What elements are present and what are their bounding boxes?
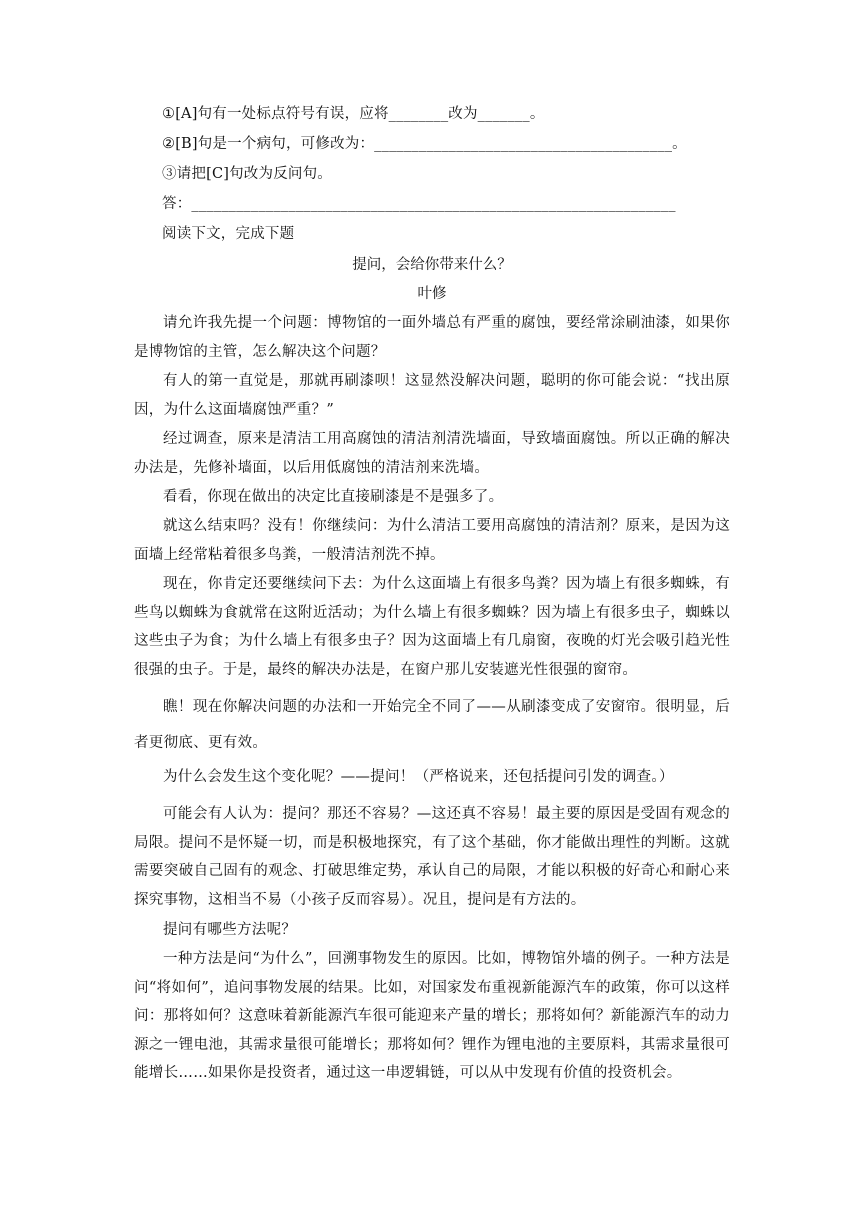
answer-line: 答：_________________________________________________________________ bbox=[162, 196, 676, 212]
article-paragraph: 有人的第一直觉是，那就再刷漆呗！这显然没解决问题，聪明的你可能会说：“找出原因，为什么这面墙腐蚀严重？” bbox=[134, 373, 730, 418]
article-paragraph: 提问有哪些方法呢？ bbox=[163, 922, 297, 938]
article-paragraph: 就这么结束吗？没有！你继续问：为什么清洁工要用高腐蚀的清洁剂？原来，是因为这面墙上经常粘着很多鸟粪，一般清洁剂洗不掉。 bbox=[134, 518, 730, 563]
article-paragraph: 请允许我先提一个问题：博物馆的一面外墙总有严重的腐蚀，要经常涂刷油漆，如果你是博物馆的主管，怎么解决这个问题？ bbox=[134, 315, 730, 360]
article-title: 提问，会给你带来什么？ bbox=[352, 257, 512, 273]
question-2: ②[B]句是一个病句，可修改为：________________________________________。 bbox=[162, 136, 687, 152]
question-3: ③请把[C]句改为反问句。 bbox=[162, 166, 333, 182]
article-paragraph: 为什么会发生这个变化呢？——提问！（严格说来，还包括提问引发的调查。） bbox=[163, 769, 674, 785]
article-paragraph: 看看，你现在做出的决定比直接刷漆是不是强多了。 bbox=[163, 489, 504, 505]
article-paragraph: 一种方法是问“为什么”，回溯事物发生的原因。比如，博物馆外墙的例子。一种方法是问“将如何”，追问事物发展的结果。比如，对国家发布重视新能源汽车的政策，你可以这样问：那将如何？这意味着新能源汽车很可能迎来产量的增长；那将如何？新能源汽车的动力源之一锂电池，其需求量很可能增长；那将如何？锂作为锂电池的主要原料，其需求量很可能增长……如果你是投资者，通过这一串逻辑链，可以从中发现有价值的投资机会。 bbox=[134, 951, 730, 1082]
article-author: 叶修 bbox=[417, 286, 447, 302]
article-paragraph: 经过调查，原来是清洁工用高腐蚀的清洁剂清洗墙面，导致墙面腐蚀。所以正确的解决办法是，先修补墙面，以后用低腐蚀的清洁剂来洗墙。 bbox=[134, 431, 730, 476]
question-1: ①[A]句有一处标点符号有误，应将________改为_______。 bbox=[162, 106, 545, 122]
article-paragraph: 瞧！现在你解决问题的办法和一开始完全不同了——从刷漆变成了安窗帘。很明显，后者更彻底、更有效。 bbox=[134, 699, 730, 751]
article-paragraph: 可能会有人认为：提问？那还不容易？—这还真不容易！最主要的原因是受固有观念的局限。提问不是怀疑一切，而是积极地探究，有了这个基础，你才能做出理性的判断。这就需要突破自己固有的观念、打破思维定势，承认自己的局限，才能以积极的好奇心和耐心来探究事物，这相当不易（小孩子反而容易）。况且，提问是有方法的。 bbox=[134, 806, 730, 908]
article-paragraph: 现在，你肯定还要继续问下去：为什么这面墙上有很多鸟粪？因为墙上有很多蜘蛛，有些鸟以蜘蛛为食就常在这附近活动；为什么墙上有很多蜘蛛？因为墙上有很多虫子，蜘蛛以这些虫子为食；为什么墙上有很多虫子？因为这面墙上有几扇窗，夜晚的灯光会吸引趋光性很强的虫子。于是，最终的解决办法是，在窗户那儿安装遮光性很强的窗帘。 bbox=[134, 576, 730, 678]
reading-instruction: 阅读下文，完成下题 bbox=[162, 226, 295, 242]
